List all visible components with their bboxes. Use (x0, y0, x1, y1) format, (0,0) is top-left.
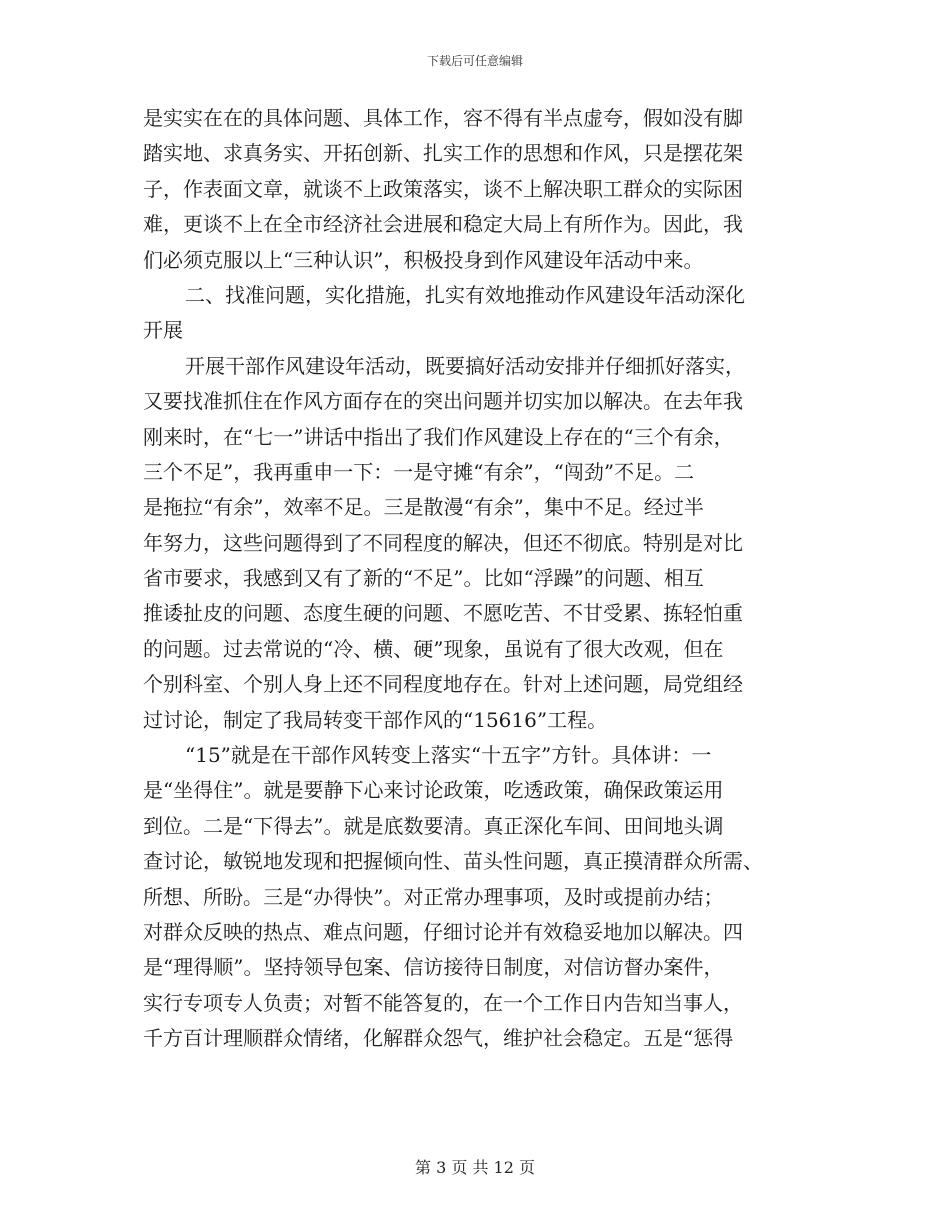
paragraph-start: 开展干部作风建设年活动，既要搞好活动安排并仔细抓好落实， (185, 353, 745, 378)
text-line: 查讨论，敏锐地发现和把握倾向性、苗头性问题，真正摸清群众所需、 (143, 849, 763, 874)
text-line: 年努力，这些问题得到了不同程度的解决，但还不彻底。特别是对比 (143, 530, 743, 555)
text-line: 是“理得顺”。坚持领导包案、信访接待日制度，对信访督办案件， (143, 955, 724, 980)
text-line: 所想、所盼。三是“办得快”。对正常办理事项，及时或提前办结； (143, 884, 724, 909)
text-line: 是实实在在的具体问题、具体工作，容不得有半点虚夸，假如没有脚 (143, 106, 743, 130)
text-line: 实行专项专人负责；对暂不能答复的，在一个工作日内告知当事人， (143, 990, 743, 1015)
text-line: 到位。二是“下得去”。就是底数要清。真正深化车间、田间地头调 (143, 813, 724, 838)
text-line: 千方百计理顺群众情绪，化解群众怨气，维护社会稳定。五是“惩得 (143, 1026, 734, 1051)
text-line: 刚来时，在“七一”讲话中指出了我们作风建设上存在的“三个有余， (143, 424, 734, 449)
page-header: 下载后可任意编辑 (426, 54, 523, 68)
text-line: 过讨论，制定了我局转变干部作风的“15616”工程。 (143, 707, 608, 732)
text-line: 省市要求，我感到又有了新的“不足”。比如“浮躁”的问题、相互 (143, 566, 704, 591)
text-line: 子，作表面文章，就谈不上政策落实，谈不上解决职工群众的实际困 (143, 176, 743, 201)
text-line: 踏实地、求真务实、开拓创新、扎实工作的思想和作风，只是摆花架 (143, 141, 743, 166)
text-line: 个别科室、个别人身上还不同程度地存在。针对上述问题，局党组经 (143, 672, 743, 697)
paragraph-start: “15”就是在干部作风转变上落实“十五字”方针。具体讲：一 (185, 743, 712, 768)
page-footer: 第 3 页 共 12 页 (415, 1158, 535, 1177)
text-line: 是“坐得住”。就是要静下心来讨论政策，吃透政策，确保政策运用 (143, 778, 724, 803)
text-line: 们必须克服以上“三种认识”，积极投身到作风建设年活动中来。 (143, 247, 704, 272)
text-line: 难，更谈不上在全市经济社会进展和稳定大局上有所作为。因此，我 (143, 212, 743, 237)
text-line: 又要找准抓住在作风方面存在的突出问题并切实加以解决。在去年我 (143, 389, 743, 414)
text-line: 对群众反映的热点、难点问题，仔细讨论并有效稳妥地加以解决。四 (143, 919, 743, 944)
section-heading-continued: 开展 (143, 318, 183, 343)
text-line: 是拖拉“有余”，效率不足。三是散漫“有余”，集中不足。经过半 (143, 495, 704, 520)
text-line: 三个不足”，我再重申一下：一是守摊“有余”，“闯劲”不足。二 (143, 459, 695, 484)
section-heading: 二、找准问题，实化措施，扎实有效地推动作风建设年活动深化 (185, 282, 745, 307)
text-line: 推诿扯皮的问题、态度生硬的问题、不愿吃苦、不甘受累、拣轻怕重 (143, 601, 743, 626)
text-line: 的问题。过去常说的“冷、横、硬”现象，虽说有了很大改观，但在 (143, 636, 724, 661)
body-text (143, 101, 808, 1057)
